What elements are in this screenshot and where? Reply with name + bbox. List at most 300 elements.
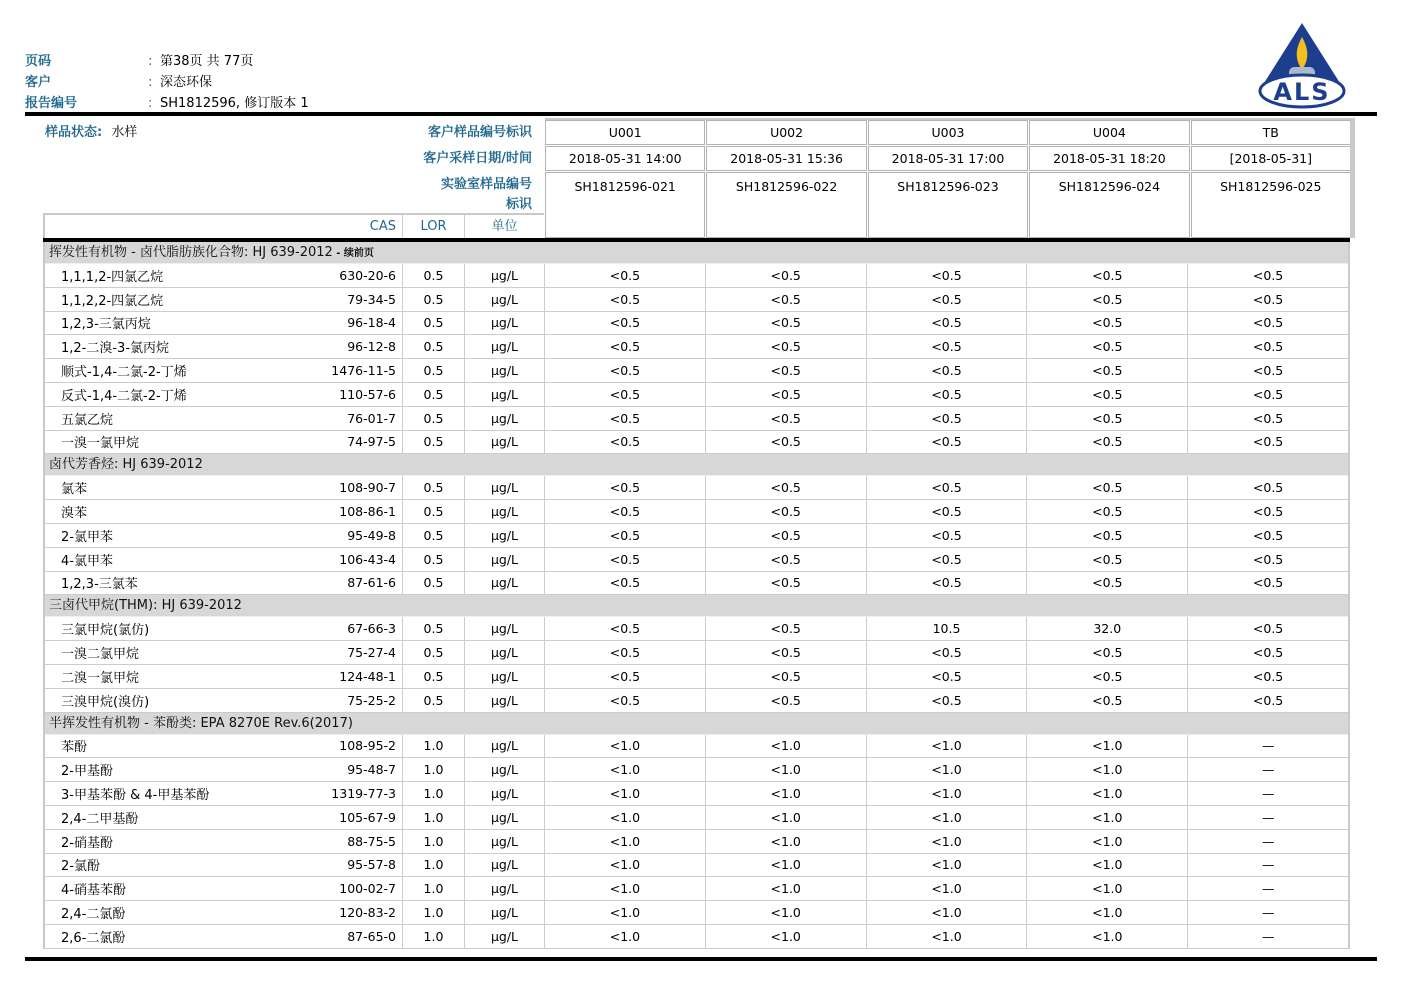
analyte-cell (45, 735, 402, 758)
result-row (45, 901, 1348, 925)
cas-column-header: CAS (369, 219, 396, 234)
result-value: <0.5 (1026, 383, 1187, 406)
sample-id-cell: U004 (1029, 120, 1189, 145)
result-value: <1.0 (544, 854, 705, 877)
analyte-cell (45, 548, 402, 571)
result-value: <0.5 (705, 500, 866, 523)
result-value: <1.0 (1026, 758, 1187, 781)
result-value: <0.5 (705, 383, 866, 406)
result-value: <0.5 (1187, 572, 1348, 595)
result-value: <0.5 (1187, 548, 1348, 571)
result-value: <0.5 (1187, 689, 1348, 712)
result-row (45, 735, 1348, 759)
cas-number: 630-20-6 (339, 267, 396, 283)
result-value: <0.5 (1026, 524, 1187, 547)
result-value: <0.5 (866, 335, 1027, 358)
cas-number: 75-27-4 (347, 645, 396, 661)
lor-value: 0.5 (402, 572, 464, 595)
result-value: <0.5 (544, 407, 705, 430)
analyte-cell (45, 500, 402, 523)
unit-value: µg/L (464, 877, 544, 900)
client-label: 客户 (25, 75, 52, 90)
row-label-mark: 标识 (505, 197, 532, 212)
result-value: <0.5 (705, 524, 866, 547)
cas-number: 108-90-7 (339, 480, 396, 496)
result-value: <1.0 (866, 901, 1027, 924)
result-row (45, 264, 1348, 288)
result-value: <0.5 (1026, 572, 1187, 595)
lor-value: 0.5 (402, 407, 464, 430)
result-value: <0.5 (866, 359, 1027, 382)
result-value: <1.0 (866, 854, 1027, 877)
analyte-cell (45, 925, 402, 948)
analyte-cell (45, 312, 402, 335)
lor-value: 0.5 (402, 335, 464, 358)
lor-value: 0.5 (402, 476, 464, 499)
cas-number: 74-97-5 (347, 434, 396, 450)
unit-value: µg/L (464, 264, 544, 287)
result-row (45, 830, 1348, 854)
result-value: <0.5 (1026, 312, 1187, 335)
result-value: <0.5 (544, 288, 705, 311)
analyte-name: 一溴二氯甲烷 (61, 647, 140, 663)
analyte-name: 五氯乙烷 (61, 412, 114, 428)
cas-number: 110-57-6 (339, 386, 396, 402)
cas-number: 67-66-3 (347, 621, 396, 637)
unit-value: µg/L (464, 431, 544, 454)
result-value: <0.5 (705, 359, 866, 382)
result-value: — (1187, 806, 1348, 829)
row-label-client-sample-id: 客户样品编号标识 (427, 125, 532, 140)
result-value: <0.5 (1026, 431, 1187, 454)
lab-sample-no-cell: SH1812596-025 (1191, 172, 1351, 238)
unit-value: µg/L (464, 548, 544, 571)
result-value: <0.5 (1187, 383, 1348, 406)
analyte-name: 2,4-二氯酚 (61, 907, 126, 923)
unit-value: µg/L (464, 288, 544, 311)
cas-number: 108-86-1 (339, 504, 396, 520)
header-divider-rule (25, 112, 1377, 116)
cas-number: 106-43-4 (339, 551, 396, 567)
unit-value: µg/L (464, 901, 544, 924)
lor-value: 0.5 (402, 641, 464, 664)
analyte-name: 三溴甲烷(溴仿) (61, 694, 150, 710)
analyte-name: 2-氯酚 (61, 859, 100, 875)
result-value: <1.0 (705, 854, 866, 877)
result-value: <0.5 (866, 665, 1027, 688)
lab-sample-no-cell: SH1812596-024 (1029, 172, 1189, 238)
analyte-cell (45, 782, 402, 805)
lor-value: 0.5 (402, 617, 464, 640)
meta-row-page-number (25, 51, 309, 72)
lor-value: 1.0 (402, 830, 464, 853)
sampling-datetime-cell: 2018-05-31 14:00 (545, 146, 705, 171)
result-value: <0.5 (1026, 689, 1187, 712)
result-value: <1.0 (866, 735, 1027, 758)
unit-value: µg/L (464, 476, 544, 499)
unit-value: µg/L (464, 383, 544, 406)
result-value: <1.0 (544, 758, 705, 781)
method-section-title: 三卤代甲烷(THM): HJ 639-2012 (49, 598, 242, 614)
meta-row-client (25, 72, 309, 93)
result-value: <1.0 (866, 806, 1027, 829)
unit-value: µg/L (464, 806, 544, 829)
result-value: <0.5 (1187, 476, 1348, 499)
result-value: <0.5 (705, 665, 866, 688)
cas-number: 120-83-2 (339, 905, 396, 921)
lor-value: 1.0 (402, 925, 464, 948)
result-value: <0.5 (866, 641, 1027, 664)
method-section-header (45, 595, 1348, 617)
result-value: <0.5 (705, 476, 866, 499)
result-value: — (1187, 830, 1348, 853)
analyte-name: 苯酚 (61, 740, 88, 756)
cas-number: 124-48-1 (339, 668, 396, 684)
result-value: <1.0 (1026, 901, 1187, 924)
sample-columns-grid (545, 118, 1351, 238)
unit-value: µg/L (464, 735, 544, 758)
sampling-datetime-cell: 2018-05-31 17:00 (868, 146, 1028, 171)
result-row (45, 641, 1348, 665)
result-row (45, 617, 1348, 641)
analyte-name: 1,1,2,2-四氯乙烷 (61, 293, 164, 309)
result-value: <0.5 (705, 407, 866, 430)
analyte-cell (45, 431, 402, 454)
cas-number: 1476-11-5 (331, 363, 396, 379)
analyte-cell (45, 830, 402, 853)
lor-value: 0.5 (402, 359, 464, 382)
analyte-name: 4-硝基苯酚 (61, 883, 126, 899)
result-row (45, 476, 1348, 500)
result-value: <1.0 (544, 925, 705, 948)
cas-number: 87-61-6 (347, 575, 396, 591)
result-value: <0.5 (544, 383, 705, 406)
result-value: <0.5 (705, 641, 866, 664)
result-row (45, 524, 1348, 548)
result-value: <0.5 (866, 264, 1027, 287)
method-section-title: 卤代芳香烃: HJ 639-2012 (49, 457, 203, 473)
analyte-name: 1,2,3-三氯丙烷 (61, 317, 151, 333)
result-value: <1.0 (544, 782, 705, 805)
result-value: <0.5 (544, 476, 705, 499)
unit-value: µg/L (464, 830, 544, 853)
meta-row-report-number (25, 93, 309, 114)
grid-edge-strip (1350, 118, 1355, 238)
result-value: <0.5 (705, 617, 866, 640)
result-value: <1.0 (1026, 806, 1187, 829)
lor-value: 1.0 (402, 901, 464, 924)
result-value: — (1187, 877, 1348, 900)
result-value: <0.5 (544, 617, 705, 640)
result-row (45, 925, 1348, 949)
result-value: <0.5 (1026, 548, 1187, 571)
cas-number: 95-57-8 (347, 857, 396, 873)
result-value: <1.0 (544, 901, 705, 924)
meta-separator: : (148, 75, 153, 90)
lor-value: 1.0 (402, 782, 464, 805)
analyte-cell (45, 758, 402, 781)
result-value: <0.5 (544, 312, 705, 335)
lor-value: 1.0 (402, 758, 464, 781)
result-row (45, 854, 1348, 878)
result-value: <0.5 (866, 689, 1027, 712)
analyte-name: 反式-1,4-二氯-2-丁烯 (61, 388, 187, 404)
sample-id-cell: U002 (706, 120, 866, 145)
result-value: <0.5 (1026, 476, 1187, 499)
result-value: <1.0 (866, 758, 1027, 781)
result-value: <0.5 (544, 641, 705, 664)
result-value: <0.5 (1026, 665, 1187, 688)
cas-number: 79-34-5 (347, 291, 396, 307)
result-value: <0.5 (866, 524, 1027, 547)
unit-value: µg/L (464, 665, 544, 688)
method-section-title: 挥发性有机物 - 卤代脂肪族化合物: HJ 639-2012 (49, 245, 333, 260)
method-section-header (45, 242, 1348, 264)
section-continuation-note: - 续前页 (332, 248, 374, 259)
unit-value: µg/L (464, 641, 544, 664)
result-value: <0.5 (1187, 359, 1348, 382)
result-value: <0.5 (705, 264, 866, 287)
result-value: <0.5 (1187, 312, 1348, 335)
result-value: <0.5 (1187, 288, 1348, 311)
result-row (45, 758, 1348, 782)
result-value: <0.5 (1187, 665, 1348, 688)
analyte-cell (45, 476, 402, 499)
cas-number: 96-12-8 (347, 339, 396, 355)
analyte-cell (45, 383, 402, 406)
result-value: <0.5 (544, 689, 705, 712)
lor-value: 0.5 (402, 431, 464, 454)
cas-number: 87-65-0 (347, 928, 396, 944)
lor-value: 1.0 (402, 877, 464, 900)
analyte-cell (45, 641, 402, 664)
result-value: <1.0 (866, 782, 1027, 805)
als-logo (1256, 20, 1348, 112)
result-value: <1.0 (544, 830, 705, 853)
result-value: <0.5 (866, 476, 1027, 499)
report-number-value: SH1812596, 修订版本 1 (160, 96, 309, 111)
result-value: <1.0 (1026, 830, 1187, 853)
method-section-header (45, 713, 1348, 735)
lor-column-header: LOR (402, 215, 464, 238)
result-value: 10.5 (866, 617, 1027, 640)
result-value: 32.0 (1026, 617, 1187, 640)
analyte-name: 1,2,3-三氯苯 (61, 577, 138, 593)
result-value: <0.5 (866, 500, 1027, 523)
result-row (45, 665, 1348, 689)
result-row (45, 548, 1348, 572)
result-value: <0.5 (1187, 264, 1348, 287)
result-row (45, 877, 1348, 901)
analyte-cell (45, 288, 402, 311)
result-value: <0.5 (705, 548, 866, 571)
result-row (45, 335, 1348, 359)
result-value: <1.0 (1026, 735, 1187, 758)
result-value: <0.5 (544, 548, 705, 571)
lab-sample-no-cell: SH1812596-023 (868, 172, 1028, 238)
unit-value: µg/L (464, 782, 544, 805)
result-value: — (1187, 758, 1348, 781)
analyte-cell (45, 806, 402, 829)
lor-value: 0.5 (402, 500, 464, 523)
result-value: <1.0 (866, 877, 1027, 900)
analyte-cell (45, 524, 402, 547)
analyte-name: 2-甲基酚 (61, 764, 113, 780)
result-value: <0.5 (1026, 359, 1187, 382)
cas-number: 76-01-7 (347, 410, 396, 426)
result-row (45, 500, 1348, 524)
sample-header-region (0, 118, 1402, 238)
result-value: — (1187, 925, 1348, 948)
result-value: <0.5 (866, 431, 1027, 454)
method-section-header (45, 454, 1348, 476)
result-value: <1.0 (544, 877, 705, 900)
sampling-datetime-cell: 2018-05-31 15:36 (706, 146, 866, 171)
analyte-cell (45, 407, 402, 430)
analyte-name: 2-氯甲苯 (61, 529, 113, 545)
analyte-name: 溴苯 (61, 506, 88, 522)
analyte-name: 顺式-1,4-二氯-2-丁烯 (61, 365, 187, 381)
result-row (45, 407, 1348, 431)
sample-id-cell: TB (1191, 120, 1351, 145)
lor-value: 1.0 (402, 735, 464, 758)
result-value: <1.0 (705, 758, 866, 781)
unit-value: µg/L (464, 689, 544, 712)
result-value: <0.5 (866, 548, 1027, 571)
lab-sample-no-cell: SH1812596-021 (545, 172, 705, 238)
analyte-cell (45, 854, 402, 877)
result-row (45, 572, 1348, 596)
result-value: <1.0 (1026, 925, 1187, 948)
client-value: 深态环保 (160, 75, 213, 90)
cas-number: 96-18-4 (347, 315, 396, 331)
result-value: <0.5 (1026, 288, 1187, 311)
analyte-cell (45, 689, 402, 712)
unit-value: µg/L (464, 335, 544, 358)
table-bottom-rule (25, 957, 1377, 961)
page-number-label: 页码 (25, 54, 52, 69)
unit-value: µg/L (464, 407, 544, 430)
cas-number: 105-67-9 (339, 809, 396, 825)
result-value: <0.5 (1187, 407, 1348, 430)
analyte-cell (45, 877, 402, 900)
report-meta (25, 51, 309, 114)
analyte-name: 4-氯甲苯 (61, 553, 113, 569)
result-value: <1.0 (705, 877, 866, 900)
cas-number: 100-02-7 (339, 881, 396, 897)
lor-value: 0.5 (402, 288, 464, 311)
unit-column-header: 单位 (464, 215, 544, 238)
analyte-name: 氯苯 (61, 482, 88, 498)
sampling-datetime-cell: [2018-05-31] (1191, 146, 1351, 171)
sampling-datetime-cell: 2018-05-31 18:20 (1029, 146, 1189, 171)
sample-status-label: 样品状态: (45, 125, 103, 140)
analyte-cell (45, 572, 402, 595)
analyte-name: 三氯甲烷(氯仿) (61, 623, 150, 639)
result-value: — (1187, 782, 1348, 805)
lor-value: 0.5 (402, 548, 464, 571)
result-value: <0.5 (1187, 500, 1348, 523)
sample-id-cell: U003 (868, 120, 1028, 145)
cas-number: 95-49-8 (347, 527, 396, 543)
lab-sample-no-cell: SH1812596-022 (706, 172, 866, 238)
result-value: — (1187, 901, 1348, 924)
unit-value: µg/L (464, 312, 544, 335)
logo-text: ALS (1273, 78, 1331, 106)
result-value: <1.0 (705, 735, 866, 758)
result-value: <0.5 (1187, 617, 1348, 640)
cas-number: 95-48-7 (347, 762, 396, 778)
unit-value: µg/L (464, 854, 544, 877)
analyte-name: 一溴一氯甲烷 (61, 436, 140, 452)
result-row (45, 689, 1348, 713)
result-value: <0.5 (866, 288, 1027, 311)
lor-value: 1.0 (402, 806, 464, 829)
result-value: <0.5 (866, 383, 1027, 406)
cas-number: 75-25-2 (347, 692, 396, 708)
unit-value: µg/L (464, 500, 544, 523)
lor-value: 1.0 (402, 854, 464, 877)
cas-number: 1319-77-3 (331, 786, 396, 802)
analyte-name: 2-硝基酚 (61, 835, 113, 851)
result-row (45, 312, 1348, 336)
lor-value: 0.5 (402, 665, 464, 688)
unit-value: µg/L (464, 572, 544, 595)
analyte-name: 1,2-二溴-3-氯丙烷 (61, 341, 170, 357)
row-label-lab-sample-no: 实验室样品编号 (440, 177, 532, 192)
sample-status-value: 水样 (111, 125, 138, 140)
analyte-cell (45, 665, 402, 688)
sample-status (45, 124, 137, 141)
result-value: <0.5 (544, 359, 705, 382)
result-value: <0.5 (705, 288, 866, 311)
result-value: <0.5 (705, 431, 866, 454)
lor-value: 0.5 (402, 524, 464, 547)
result-value: <0.5 (705, 572, 866, 595)
unit-value: µg/L (464, 925, 544, 948)
result-value: <1.0 (705, 806, 866, 829)
unit-value: µg/L (464, 758, 544, 781)
unit-value: µg/L (464, 524, 544, 547)
result-value: <1.0 (705, 925, 866, 948)
analyte-cell (45, 335, 402, 358)
result-value: <1.0 (1026, 782, 1187, 805)
result-value: — (1187, 854, 1348, 877)
result-value: <1.0 (544, 735, 705, 758)
result-row (45, 782, 1348, 806)
analyte-name: 二溴一氯甲烷 (61, 670, 140, 686)
result-value: <0.5 (544, 572, 705, 595)
result-value: <1.0 (705, 901, 866, 924)
lor-value: 0.5 (402, 264, 464, 287)
analyte-name: 1,1,1,2-四氯乙烷 (61, 269, 164, 285)
lor-value: 0.5 (402, 383, 464, 406)
analyte-cell (45, 359, 402, 382)
result-value: <1.0 (544, 806, 705, 829)
analyte-name: 2,4-二甲基酚 (61, 811, 139, 827)
cas-number: 108-95-2 (339, 738, 396, 754)
result-value: <0.5 (544, 524, 705, 547)
cas-number: 88-75-5 (347, 833, 396, 849)
lor-value: 0.5 (402, 312, 464, 335)
result-value: <0.5 (544, 665, 705, 688)
result-row (45, 359, 1348, 383)
result-row (45, 383, 1348, 407)
result-value: <0.5 (1187, 431, 1348, 454)
result-value: <1.0 (1026, 854, 1187, 877)
result-value: <0.5 (866, 572, 1027, 595)
meta-separator: : (148, 96, 153, 111)
